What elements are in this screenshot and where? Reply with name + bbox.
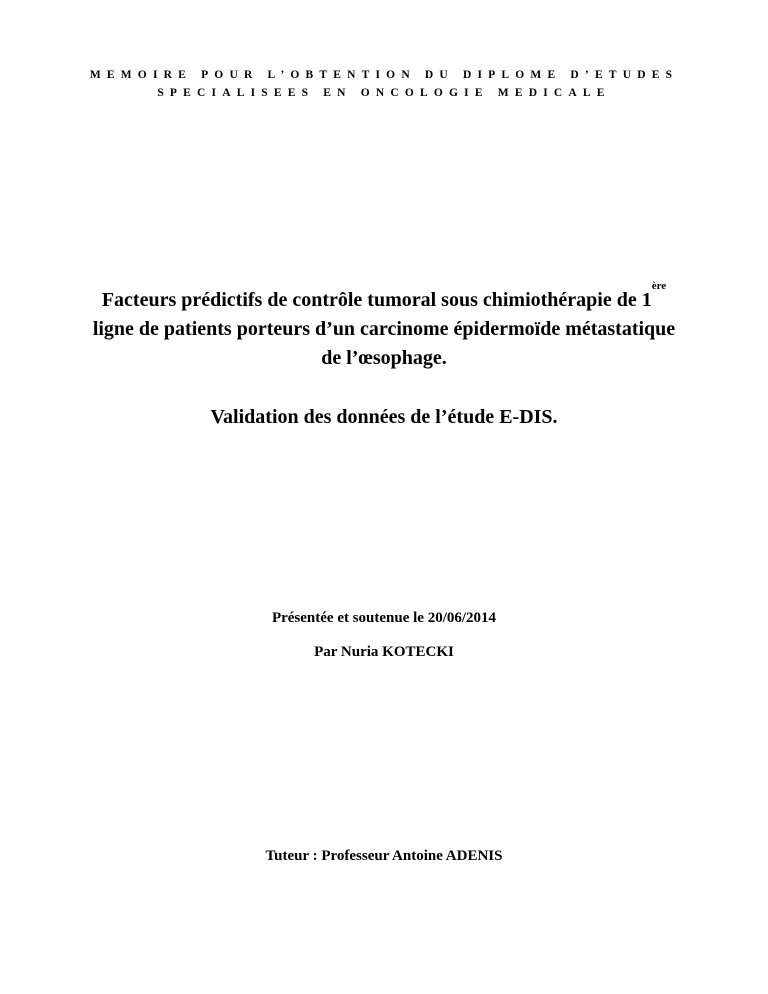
thesis-title xyxy=(40,280,728,373)
author-name: Par Nuria KOTECKI xyxy=(314,644,454,660)
thesis-subtitle: Validation des données de l’étude E-DIS. xyxy=(210,406,558,428)
header-line-1: MEMOIRE POUR L’OBTENTION DU DIPLOME D’ETUDES xyxy=(89,69,679,81)
header-line-2: SPECIALISEES EN ONCOLOGIE MEDICALE xyxy=(157,87,611,99)
title-line-3: de l’œsophage. xyxy=(321,347,447,369)
title-line-1-text: Facteurs prédictifs de contrôle tumoral sous chimiothérapie de 1 xyxy=(101,289,652,311)
presentation-date: Présentée et soutenue le 20/06/2014 xyxy=(271,610,497,626)
thesis-header xyxy=(0,66,768,102)
title-line-2: ligne de patients porteurs d’un carcinome épidermoïde métastatique xyxy=(92,318,676,340)
title-superscript: ère xyxy=(651,280,667,292)
title-line-1 xyxy=(40,280,728,315)
tutor-name: Tuteur : Professeur Antoine ADENIS xyxy=(265,848,503,864)
